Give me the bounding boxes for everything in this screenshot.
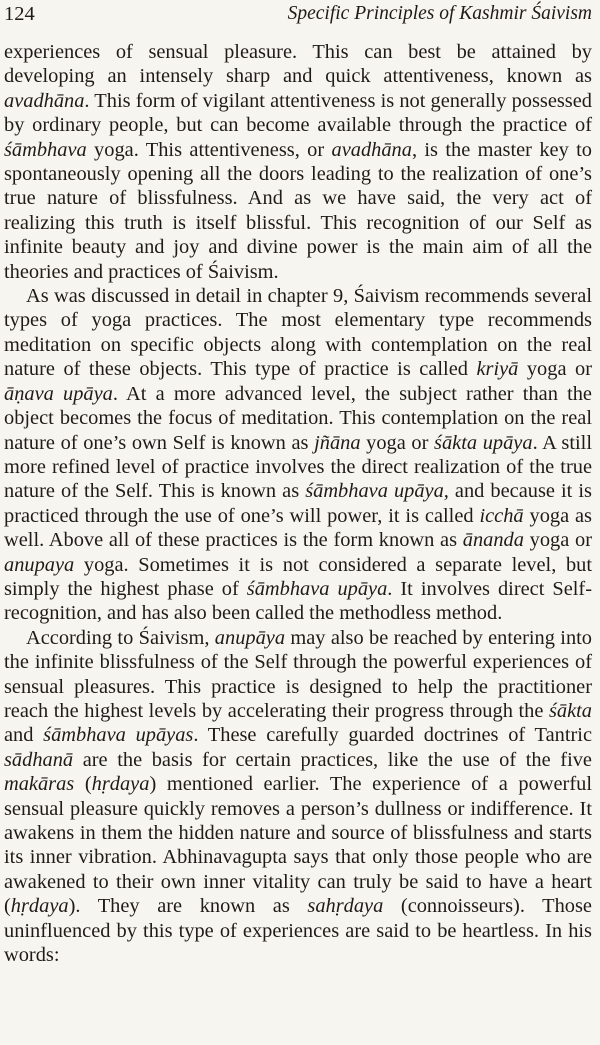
page-number: 124 <box>4 3 35 25</box>
running-title: Specific Principles of Kashmir Śaivism <box>287 3 592 24</box>
italic-term: śāmbhava upāyas <box>43 724 194 747</box>
text-run: yoga or <box>523 529 592 552</box>
italic-term: anupaya <box>4 553 75 576</box>
text-run: . At a more advanced level, the subject rather than the object becomes the focus of meditation. This contemplation on the real nature of one’s own Self is known as <box>4 382 592 454</box>
paragraph-1 <box>4 40 592 284</box>
text-run: ). They are known as <box>68 895 308 918</box>
text-run: are the basis for certain practices, like the use of the five <box>73 748 592 771</box>
paragraph-2 <box>4 284 592 626</box>
italic-term: anupāya <box>214 626 286 649</box>
text-run: . This form of vigilant attentiveness is not generally possessed by ordinary people, but can become available through the practice of <box>4 89 592 137</box>
text-run: experiences of sensual pleasure. This can best be attained by developing an intensely sharp and quick attentiveness, known as <box>4 41 592 88</box>
text-run: and <box>4 724 44 747</box>
text-run: , is the master key to spontaneously opening all the doors leading to the realization of one’s true nature of blissfulness. And as we have said, the very act of realizing this truth is itself blissful. This recognition of our Self as infinite beauty and joy and divine power is the main aim of all the theories and practices of Śaivism. <box>4 138 592 283</box>
text-run: yoga. Sometimes it is not considered a separate level, but simply the highest phase of <box>4 553 592 600</box>
italic-term: āṇava upāya <box>4 382 113 405</box>
italic-term: śāmbhava <box>4 138 87 161</box>
text-run: . These carefully guarded doctrines of Tantric <box>193 724 592 747</box>
text-run: may also be reached by entering into the infinite blissfulness of the Self through the powerful experiences of sensual pleasures. This practice is designed to help the practitioner reach the highest levels by accelerating their progress through the <box>4 626 592 722</box>
text-run: yoga. This attentiveness, or <box>86 138 332 161</box>
text-run: yoga as well. Above all of these practices is the form known as <box>4 504 592 552</box>
italic-term: hṛdaya <box>10 895 69 918</box>
italic-term: jñāna <box>314 431 361 454</box>
text-run: According to Śaivism, <box>26 626 215 649</box>
italic-term: makāras <box>4 773 75 796</box>
running-head <box>4 0 592 40</box>
text-run: (connoisseurs). Those uninfluenced by this type of experiences are said to be heartless. In his words: <box>4 895 592 967</box>
italic-term: ānanda <box>462 529 524 552</box>
text-run: . A still more refined level of practice involves the direct realization of the true nature of the Self. This is known as <box>4 431 592 503</box>
text-run: ( <box>74 773 92 796</box>
text-run: As was discussed in detail in chapter 9, Śaivism recommends several types of yoga practices. The most elementary type recommends meditation on specific objects along with contemplation on the real nature of these objects. This type of practice is called <box>4 285 592 381</box>
italic-term: śāmbhava upāya, <box>305 480 449 503</box>
text-run: and because it is practiced through the use of one’s will power, it is called <box>4 480 592 527</box>
italic-term: śāmbhava upāya <box>246 577 388 600</box>
italic-term: śākta upāya <box>434 431 533 454</box>
italic-term: śākta <box>548 699 592 722</box>
paragraph-3 <box>4 626 592 968</box>
body-text <box>4 40 592 967</box>
italic-term: icchā <box>479 504 524 527</box>
text-run: yoga or <box>518 358 592 381</box>
italic-term: kriyā <box>476 358 519 381</box>
italic-term: hṛdaya <box>91 773 150 796</box>
italic-term: sādhanā <box>4 748 74 771</box>
text-run: yoga or <box>360 431 435 454</box>
italic-term: avadhāna <box>331 138 412 161</box>
italic-term: avadhāna <box>4 89 85 112</box>
italic-term: sahṛdaya <box>307 895 384 918</box>
text-run: . It involves direct Self-recognition, and has also been called the methodless method. <box>4 577 593 625</box>
text-run: ) mentioned earlier. The experience of a powerful sensual pleasure quickly removes a person’s dullness or indifference. It awakens in them the hidden nature and source of blissfulness and starts its inner vibration. Abhinavagupta says that only those people who are awakened to their own inner vitality can truly be said to have a heart ( <box>4 773 592 918</box>
